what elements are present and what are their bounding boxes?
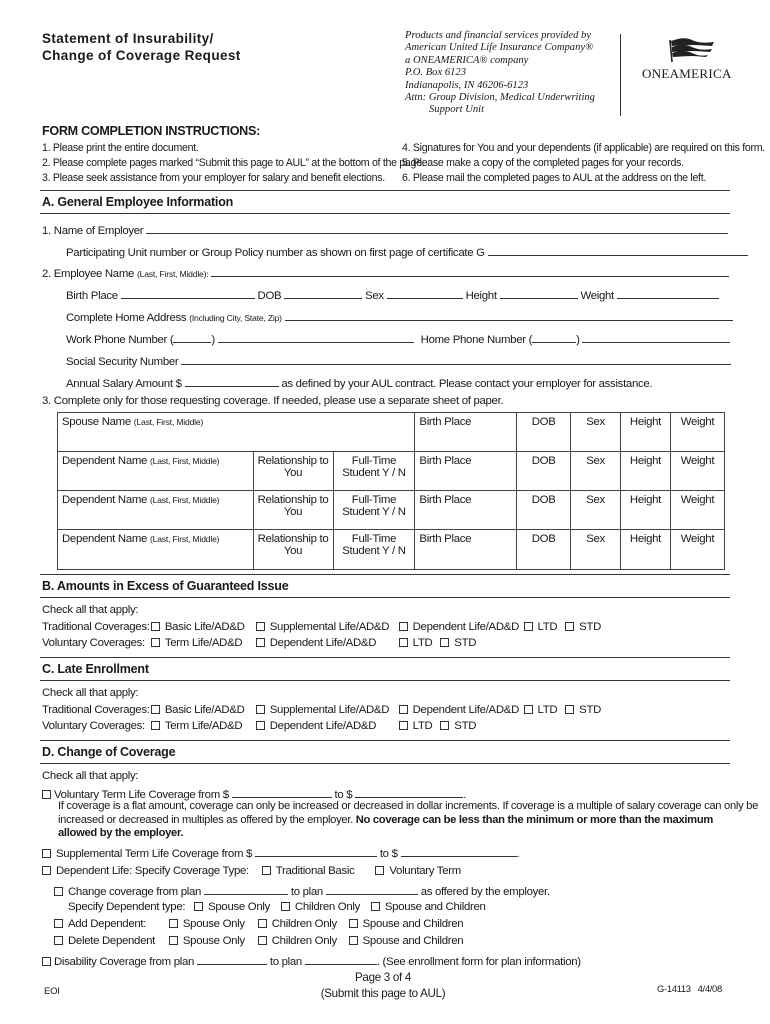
header-divider	[620, 34, 621, 116]
dependent-dob-cell[interactable]: DOB	[517, 452, 571, 491]
delete-children-only-checkbox[interactable]	[258, 936, 267, 945]
table-row	[58, 413, 725, 452]
specify-spouse-only-checkbox[interactable]	[194, 902, 203, 911]
relationship-cell[interactable]: Relationship to You	[253, 530, 333, 570]
home-phone-area-field[interactable]	[532, 332, 576, 343]
section-a-rule-bottom	[40, 213, 730, 214]
vtl-checkbox[interactable]	[42, 790, 51, 799]
section-c-heading: C. Late Enrollment	[42, 662, 149, 676]
section-b-rule	[40, 574, 730, 575]
instructions-right: 4. Signatures for You and your dependents (if applicable) are required on this form. 5. Please make a copy of the completed pages for your records. 6. Please mail the completed pages to AUL at the address on the left.	[402, 142, 765, 184]
section-b-rule-bottom	[40, 597, 730, 598]
ssn-row: Social Security Number	[66, 354, 731, 368]
change-to-plan-field[interactable]	[326, 884, 418, 895]
add-spouse-children-checkbox[interactable]	[349, 919, 358, 928]
specify-dependent-row: Specify Dependent type: Spouse Only Children Only Spouse and Children	[68, 901, 486, 913]
table-row	[58, 530, 725, 570]
dependent-sex-cell[interactable]: Sex	[571, 491, 621, 530]
relationship-cell[interactable]: Relationship to You	[253, 452, 333, 491]
spouse-dob-cell[interactable]: DOB	[517, 413, 571, 452]
c-vol-std-checkbox[interactable]	[440, 721, 449, 730]
table-row	[58, 491, 725, 530]
footer-form-number: G-14113 4/4/08	[657, 983, 722, 994]
b-dependent-life-vol-checkbox[interactable]	[256, 638, 265, 647]
section-a-rule	[40, 190, 730, 191]
height-field[interactable]	[500, 288, 578, 299]
relationship-cell[interactable]: Relationship to You	[253, 491, 333, 530]
add-spouse-only-checkbox[interactable]	[169, 919, 178, 928]
add-dependent-checkbox[interactable]	[54, 919, 63, 928]
section-d-check-all: Check all that apply:	[42, 770, 139, 782]
section-c-check-all: Check all that apply:	[42, 687, 139, 699]
add-dependent-row: Add Dependent: Spouse Only Children Only Spouse and Children	[54, 918, 463, 930]
dependent-weight-cell[interactable]: Weight	[670, 452, 724, 491]
dependent-dob-cell[interactable]: DOB	[517, 530, 571, 570]
mailing-address: Products and financial services provided by American United Life Insurance Company® a ONEAMERICA® company P.O. Box 6123 Indianapolis, IN 46206-6123 Attn: Group Division, Medical Underwriting Support Unit	[405, 30, 595, 116]
delete-dependent-checkbox[interactable]	[54, 936, 63, 945]
dependent-birth-place-cell[interactable]: Birth Place	[415, 491, 517, 530]
dependent-sex-cell[interactable]: Sex	[571, 530, 621, 570]
section-b-traditional-row: Traditional Coverages: Basic Life/AD&D Supplemental Life/AD&D Dependent Life/AD&D LTD STD	[42, 621, 602, 633]
section-d-rule-bottom	[40, 763, 730, 764]
voluntary-term-checkbox[interactable]	[375, 866, 384, 875]
section-c-rule	[40, 657, 730, 658]
fulltime-student-cell[interactable]: Full-Time Student Y / N	[333, 491, 415, 530]
oneamerica-logo	[640, 36, 750, 82]
dependent-name-cell[interactable]: Dependent Name (Last, First, Middle)	[58, 452, 254, 491]
spouse-sex-cell[interactable]: Sex	[571, 413, 621, 452]
spouse-height-cell[interactable]: Height	[621, 413, 671, 452]
dependent-height-cell[interactable]: Height	[621, 530, 671, 570]
home-address-field[interactable]	[285, 310, 733, 321]
employer-name-row: 1. Name of Employer	[42, 223, 728, 237]
vtl-from-field[interactable]	[232, 787, 332, 798]
disability-to-plan-field[interactable]	[305, 954, 377, 965]
c-vol-ltd-checkbox[interactable]	[399, 721, 408, 730]
home-phone-field[interactable]	[582, 332, 730, 343]
c-trad-std-checkbox[interactable]	[565, 705, 574, 714]
spouse-name-cell[interactable]: Spouse Name (Last, First, Middle)	[58, 413, 415, 452]
delete-spouse-children-checkbox[interactable]	[349, 936, 358, 945]
c-supplemental-life-checkbox[interactable]	[256, 705, 265, 714]
vtl-note: If coverage is a flat amount, coverage can only be increased or decreased in dollar increments. If coverage is a multiple of salary coverage can only be increased or decreased in multiples as offered by the employer. No coverage can be less than the minimum or more than the maximum allowed by the employer.	[58, 800, 759, 839]
fulltime-student-cell[interactable]: Full-Time Student Y / N	[333, 530, 415, 570]
change-plan-row: Change coverage from plan to plan as offered by the employer.	[54, 884, 550, 898]
spouse-weight-cell[interactable]: Weight	[670, 413, 724, 452]
section-b-check-all: Check all that apply:	[42, 604, 139, 616]
dependent-name-cell[interactable]: Dependent Name (Last, First, Middle)	[58, 491, 254, 530]
ssn-field[interactable]	[181, 354, 731, 365]
dependent-name-cell[interactable]: Dependent Name (Last, First, Middle)	[58, 530, 254, 570]
salary-row: Annual Salary Amount $ as defined by your AUL contract. Please contact your employer for assistance.	[66, 378, 653, 390]
dob-field[interactable]	[284, 288, 362, 299]
dep-life-row: Dependent Life: Specify Coverage Type: Traditional Basic Voluntary Term	[42, 865, 461, 877]
footer-eoi: EOI	[44, 986, 60, 997]
b-trad-std-checkbox[interactable]	[565, 622, 574, 631]
work-phone-field[interactable]	[218, 332, 414, 343]
specify-children-only-checkbox[interactable]	[281, 902, 290, 911]
b-dependent-life-checkbox[interactable]	[399, 622, 408, 631]
section-b-voluntary-row: Voluntary Coverages: Term Life/AD&D Dependent Life/AD&D LTD STD	[42, 637, 477, 649]
c-dependent-life-vol-checkbox[interactable]	[256, 721, 265, 730]
specify-spouse-children-checkbox[interactable]	[371, 902, 380, 911]
dependent-dob-cell[interactable]: DOB	[517, 491, 571, 530]
dependents-table	[57, 412, 725, 570]
spouse-birth-place-cell[interactable]: Birth Place	[415, 413, 517, 452]
dependent-birth-place-cell[interactable]: Birth Place	[415, 530, 517, 570]
dependent-height-cell[interactable]: Height	[621, 452, 671, 491]
c-term-life-checkbox[interactable]	[151, 721, 160, 730]
dep-life-checkbox[interactable]	[42, 866, 51, 875]
employer-name-field[interactable]	[146, 223, 728, 234]
section-d-rule	[40, 740, 730, 741]
stl-checkbox[interactable]	[42, 849, 51, 858]
stl-from-field[interactable]	[255, 846, 377, 857]
b-basic-life-checkbox[interactable]	[151, 622, 160, 631]
dependent-birth-place-cell[interactable]: Birth Place	[415, 452, 517, 491]
vtl-to-field[interactable]	[355, 787, 463, 798]
change-plan-checkbox[interactable]	[54, 887, 63, 896]
employee-vitals-row: Birth Place DOB Sex Height Weight	[66, 288, 719, 302]
section-d-heading: D. Change of Coverage	[42, 745, 176, 759]
instructions-heading: FORM COMPLETION INSTRUCTIONS:	[42, 124, 260, 138]
c-basic-life-checkbox[interactable]	[151, 705, 160, 714]
dependent-sex-cell[interactable]: Sex	[571, 452, 621, 491]
section-c-traditional-row: Traditional Coverages: Basic Life/AD&D Supplemental Life/AD&D Dependent Life/AD&D LTD STD	[42, 704, 602, 716]
dependent-height-cell[interactable]: Height	[621, 491, 671, 530]
birth-place-field[interactable]	[121, 288, 255, 299]
delete-spouse-only-checkbox[interactable]	[169, 936, 178, 945]
employee-name-field[interactable]	[211, 266, 729, 277]
b-trad-ltd-checkbox[interactable]	[524, 622, 533, 631]
delete-dependent-row: Delete Dependent Spouse Only Children Only Spouse and Children	[54, 935, 463, 947]
flag-icon	[662, 36, 722, 66]
b-vol-std-checkbox[interactable]	[440, 638, 449, 647]
disability-checkbox[interactable]	[42, 957, 51, 966]
vtl-row: Voluntary Term Life Coverage from $ to $ .	[42, 787, 466, 801]
phone-row: Work Phone Number ( ) Home Phone Number ( )	[66, 332, 730, 346]
weight-field[interactable]	[617, 288, 719, 299]
section-c-voluntary-row: Voluntary Coverages: Term Life/AD&D Dependent Life/AD&D LTD STD	[42, 720, 477, 732]
logo-wordmark: ONEAMERICA	[642, 66, 732, 81]
home-address-row: Complete Home Address (Including City, State, Zip)	[66, 310, 733, 324]
disability-from-plan-field[interactable]	[197, 954, 267, 965]
change-from-plan-field[interactable]	[204, 884, 288, 895]
salary-field[interactable]	[185, 376, 279, 387]
form-title: Statement of Insurability/ Change of Coverage Request	[42, 31, 241, 63]
b-term-life-checkbox[interactable]	[151, 638, 160, 647]
disability-row: Disability Coverage from plan to plan . (See enrollment form for plan information)	[42, 954, 581, 968]
dependent-weight-cell[interactable]: Weight	[670, 491, 724, 530]
section-b-heading: B. Amounts in Excess of Guaranteed Issue	[42, 579, 289, 593]
section-a-heading: A. General Employee Information	[42, 195, 234, 209]
footer-page: Page 3 of 4 (Submit this page to AUL)	[320, 971, 446, 1000]
fulltime-student-cell[interactable]: Full-Time Student Y / N	[333, 452, 415, 491]
c-dependent-life-checkbox[interactable]	[399, 705, 408, 714]
dependent-weight-cell[interactable]: Weight	[670, 530, 724, 570]
add-children-only-checkbox[interactable]	[258, 919, 267, 928]
section-c-rule-bottom	[40, 680, 730, 681]
q3-text: 3. Complete only for those requesting coverage. If needed, please use a separate sheet of paper.	[42, 395, 504, 407]
c-trad-ltd-checkbox[interactable]	[524, 705, 533, 714]
employee-name-row: 2. Employee Name (Last, First, Middle):	[42, 266, 729, 280]
traditional-basic-checkbox[interactable]	[262, 866, 271, 875]
group-policy-row: Participating Unit number or Group Policy number as shown on first page of certificate G	[66, 245, 748, 259]
instructions-left: 1. Please print the entire document. 2. Please complete pages marked “Submit this page to AUL” at the bottom of the page. 3. Please seek assistance from your employer for salary and benefit elections.	[42, 142, 425, 184]
stl-to-field[interactable]	[401, 846, 517, 857]
table-row	[58, 452, 725, 491]
group-policy-field[interactable]	[488, 245, 748, 256]
b-vol-ltd-checkbox[interactable]	[399, 638, 408, 647]
sex-field[interactable]	[387, 288, 463, 299]
work-phone-area-field[interactable]	[173, 332, 211, 343]
stl-row: Supplemental Term Life Coverage from $ to $ .	[42, 846, 519, 860]
b-supplemental-life-checkbox[interactable]	[256, 622, 265, 631]
